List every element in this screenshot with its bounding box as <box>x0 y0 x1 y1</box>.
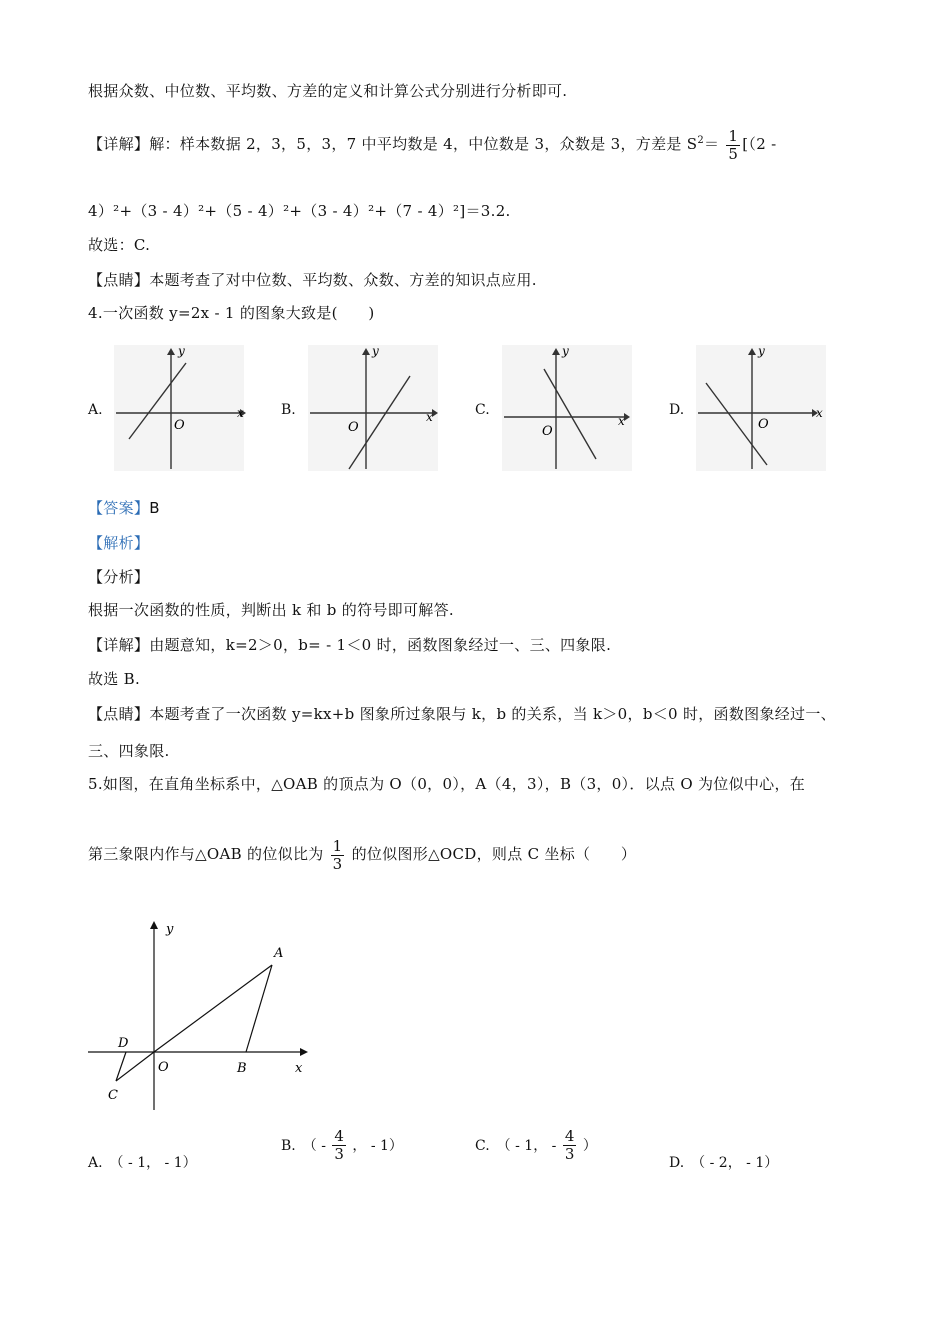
origin-label: O <box>174 418 185 433</box>
paragraph-comment: 【点睛】本题考查了对中位数、平均数、众数、方差的知识点应用. <box>88 271 537 289</box>
q5-text-after: 的位似图形△OCD，则点 C 坐标（ ） <box>351 845 637 863</box>
x-label: x <box>426 410 433 424</box>
detail-tail: [（2 - <box>742 135 777 153</box>
question-4-title: 4.一次函数 y=2x - 1 的图象大致是( ) <box>88 304 375 322</box>
detail-tag: 【详解】 <box>88 135 150 153</box>
question-5-line2 <box>88 838 636 872</box>
q5-text-before: 第三象限内作与△OAB 的位似比为 <box>88 845 324 863</box>
fraction-denominator: 3 <box>564 1144 575 1163</box>
option-c-fraction <box>563 1128 577 1162</box>
option-c-graph <box>500 343 635 473</box>
paragraph-comment-2: 【点睛】本题考查了一次函数 y=kx+b 图象所过象限与 k，b 的关系，当 k＞0，b＜0 时，函数图象经过一、 <box>88 705 836 723</box>
q5-option-b <box>281 1128 403 1162</box>
y-label: y <box>166 922 174 937</box>
fraction-denominator: 3 <box>334 1144 344 1163</box>
answer-value: B <box>149 499 160 517</box>
x-arrow <box>300 1048 308 1056</box>
q5-option-a: A. （ - 1， - 1） <box>88 1155 197 1171</box>
segment-oc <box>116 1052 154 1081</box>
analysis-tag: 【解析】 <box>88 534 150 552</box>
graph-background <box>114 345 244 471</box>
analysis-subtitle: 【分析】 <box>88 568 150 586</box>
option-c-label: C. <box>475 402 490 418</box>
x-label: x <box>295 1061 303 1076</box>
x-label: x <box>237 406 244 420</box>
equals-sign: ＝ <box>704 135 720 153</box>
graph-background <box>696 345 826 471</box>
origin-label: O <box>348 420 359 435</box>
y-arrow <box>150 921 158 929</box>
question-5-line1: 5.如图，在直角坐标系中，△OAB 的顶点为 O（0，0），A（4，3），B（3，0）．以点 O 为位似中心，在 <box>88 775 806 793</box>
y-label: y <box>372 344 379 358</box>
fraction-numerator: 1 <box>332 837 343 855</box>
option-c-pre: C. （ - 1， - <box>475 1138 557 1154</box>
answer-tag: 【答案】 <box>88 499 150 517</box>
point-b-label: B <box>237 1061 247 1076</box>
fraction-numerator: 1 <box>728 127 739 145</box>
fraction-one-fifth <box>726 128 740 162</box>
x-label: x <box>816 406 823 420</box>
option-d-label: D. <box>669 402 685 418</box>
triangle-figure <box>86 915 316 1115</box>
option-a-graph <box>112 343 247 473</box>
q5-option-c <box>475 1128 597 1162</box>
paragraph-detail <box>88 128 776 162</box>
paragraph-method: 根据众数、中位数、平均数、方差的定义和计算公式分别进行分析即可. <box>88 82 568 100</box>
point-c-label: C <box>108 1088 118 1103</box>
fraction-numerator: 4 <box>334 1127 344 1145</box>
variance-exponent: 2 <box>697 135 705 146</box>
segment-ab <box>246 965 272 1052</box>
point-a-label: A <box>274 946 284 961</box>
fraction-numerator: 4 <box>564 1127 575 1145</box>
origin-label: O <box>542 424 553 439</box>
option-b-post: ， - 1） <box>352 1138 403 1154</box>
option-d-graph <box>694 343 829 473</box>
origin-label: O <box>158 1060 169 1075</box>
paragraph-comment-2-cont: 三、四象限. <box>88 742 170 760</box>
paragraph-analysis: 根据一次函数的性质，判断出 k 和 b 的符号即可解答. <box>88 601 454 619</box>
paragraph-detail-2 <box>88 634 611 655</box>
option-c-post: ） <box>582 1138 597 1154</box>
option-b-fraction <box>332 1128 346 1162</box>
origin-label: O <box>758 417 769 432</box>
x-label: x <box>618 414 625 428</box>
fraction-denominator: 3 <box>332 854 343 873</box>
paragraph-choice: 故选：C. <box>88 236 151 254</box>
y-label: y <box>178 344 185 358</box>
detail-text-2: 由题意知，k=2＞0，b= - 1＜0 时，函数图象经过一、三、四象限. <box>149 636 612 654</box>
option-b-pre: B. （ - <box>281 1138 326 1154</box>
graph-background <box>308 345 438 471</box>
paragraph-variance-calc: 4）²+（3 - 4）²+（5 - 4）²+（3 - 4）²+（7 - 4）²]＝3.2. <box>88 202 511 220</box>
segment-oa <box>154 965 272 1052</box>
option-b-label: B. <box>281 402 296 418</box>
detail-tag-2: 【详解】 <box>88 636 150 654</box>
answer-line <box>88 497 160 518</box>
point-d-label: D <box>118 1036 129 1051</box>
detail-text: 解：样本数据 2，3，5，3，7 中平均数是 4，中位数是 3，众数是 3，方差是 S <box>149 135 698 153</box>
q5-option-d: D. （ - 2， - 1） <box>669 1155 779 1171</box>
fraction-one-third <box>331 838 345 872</box>
paragraph-choice-2: 故选 B. <box>88 670 141 688</box>
y-label: y <box>562 344 569 358</box>
option-b-graph <box>306 343 441 473</box>
y-label: y <box>758 344 765 358</box>
option-a-label: A. <box>88 402 103 418</box>
fraction-denominator: 5 <box>728 144 739 163</box>
